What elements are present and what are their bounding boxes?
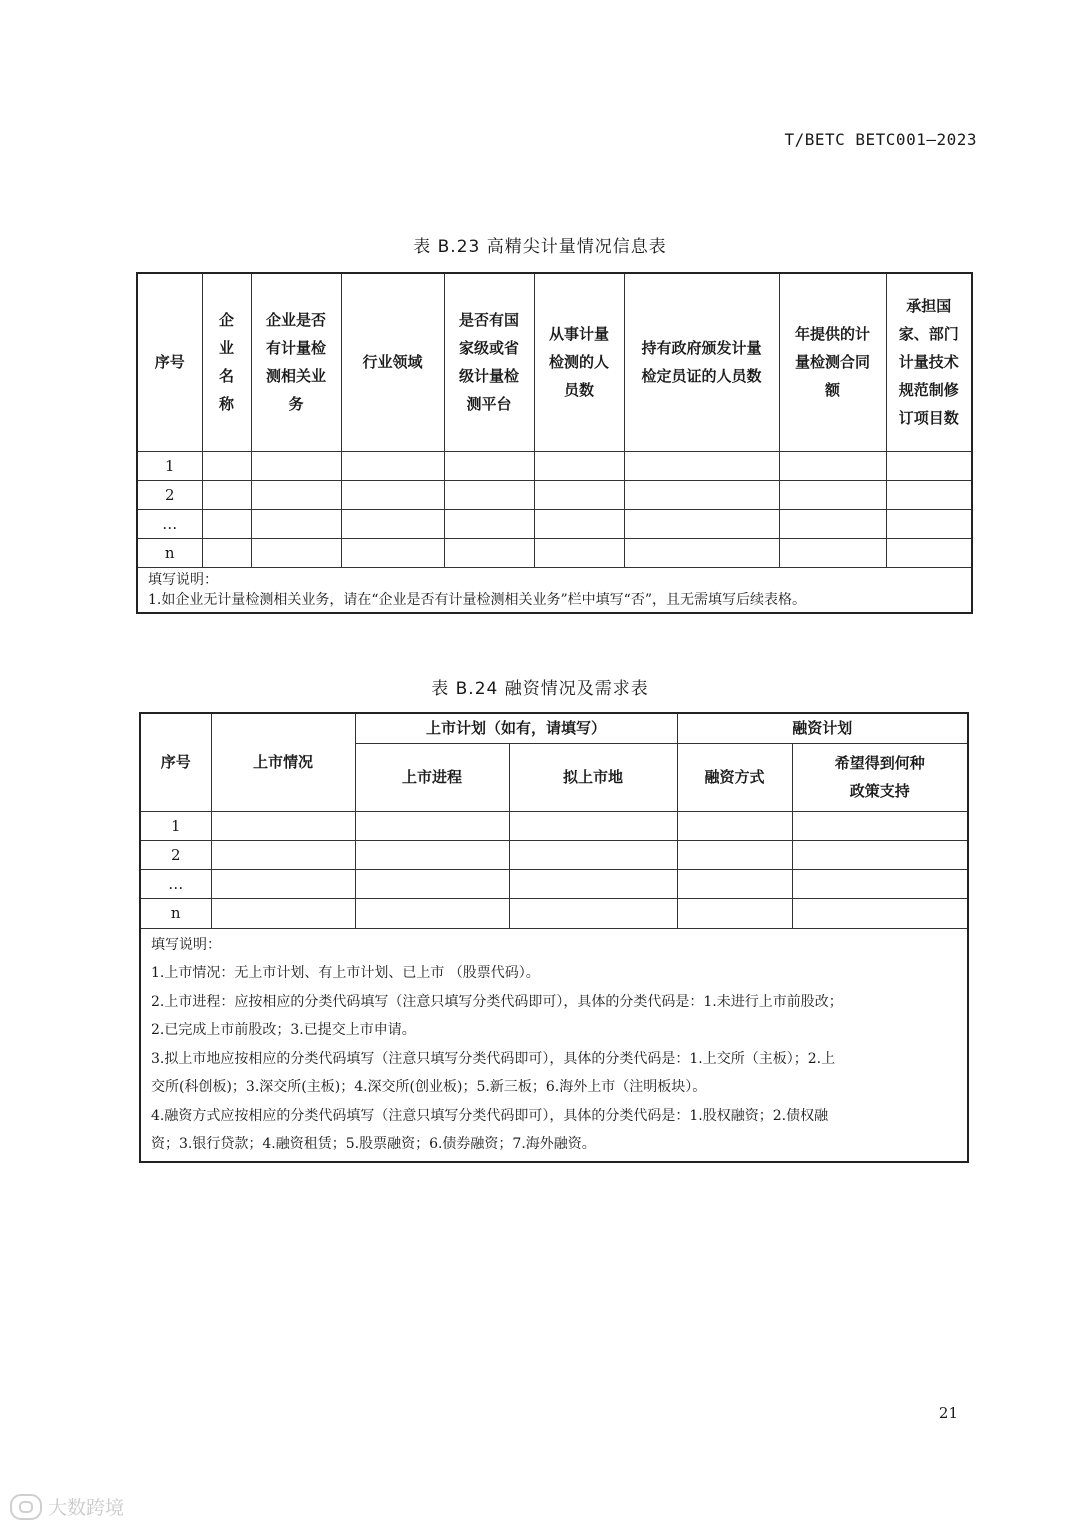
table-cell[interactable] xyxy=(677,811,792,840)
table-cell[interactable] xyxy=(886,509,972,538)
table-cell[interactable] xyxy=(355,898,509,928)
watermark-logo-icon xyxy=(10,1494,42,1520)
table-b23-title: 表 B.23 高精尖计量情况信息表 xyxy=(413,237,667,257)
b24-header-seq: 序号 xyxy=(140,713,211,811)
table-b23-header-row xyxy=(137,273,972,451)
table-cell[interactable] xyxy=(341,509,444,538)
table-cell[interactable] xyxy=(202,538,251,567)
table-cell[interactable] xyxy=(792,898,968,928)
b23-header-testing-platform: 是否有国 家级或省 级计量检 测平台 xyxy=(444,273,534,451)
table-cell[interactable] xyxy=(444,451,534,480)
table-cell[interactable] xyxy=(444,538,534,567)
notes-line: 交所(科创板)；3.深交所(主板)；4.深交所(创业板)；5.新三板；6.海外上市（注明板块）。 xyxy=(151,1079,707,1095)
notes-heading: 填写说明： xyxy=(148,571,218,588)
b24-header-listing-plan: 上市计划（如有，请填写） xyxy=(355,713,677,743)
table-cell[interactable] xyxy=(341,451,444,480)
table-cell[interactable] xyxy=(534,509,624,538)
table-cell[interactable] xyxy=(509,869,677,898)
table-cell[interactable] xyxy=(355,869,509,898)
watermark xyxy=(10,1493,124,1520)
table-cell[interactable] xyxy=(779,451,886,480)
table-cell[interactable] xyxy=(355,811,509,840)
table-cell[interactable] xyxy=(444,480,534,509)
b24-header-financing-plan: 融资计划 xyxy=(677,713,968,743)
table-cell[interactable] xyxy=(251,480,341,509)
table-row xyxy=(140,898,968,928)
watermark-text: 大数跨境 xyxy=(48,1497,125,1519)
table-b23-notes xyxy=(137,567,972,613)
table-cell[interactable] xyxy=(211,898,355,928)
table-cell[interactable] xyxy=(886,451,972,480)
table-cell[interactable] xyxy=(444,509,534,538)
row-index: 1 xyxy=(137,451,202,480)
page-number: 21 xyxy=(938,1404,958,1422)
table-cell[interactable] xyxy=(202,480,251,509)
table-b24-notes-row xyxy=(140,928,968,1162)
table-cell[interactable] xyxy=(677,840,792,869)
table-cell[interactable] xyxy=(341,480,444,509)
table-row xyxy=(137,480,972,509)
b24-header-planned-venue: 拟上市地 xyxy=(509,743,677,811)
table-cell[interactable] xyxy=(624,509,779,538)
table-cell[interactable] xyxy=(509,898,677,928)
table-row xyxy=(140,811,968,840)
row-index: n xyxy=(140,898,211,928)
table-cell[interactable] xyxy=(886,480,972,509)
table-cell[interactable] xyxy=(355,840,509,869)
table-cell[interactable] xyxy=(509,811,677,840)
table-cell[interactable] xyxy=(779,538,886,567)
table-cell[interactable] xyxy=(534,451,624,480)
table-cell[interactable] xyxy=(534,480,624,509)
table-cell[interactable] xyxy=(202,509,251,538)
table-cell[interactable] xyxy=(779,480,886,509)
b24-header-listing-status: 上市情况 xyxy=(211,713,355,811)
document-code: T/BETC BETC001—2023 xyxy=(784,130,977,149)
table-cell[interactable] xyxy=(251,509,341,538)
table-b23 xyxy=(136,272,973,614)
table-cell[interactable] xyxy=(341,538,444,567)
b24-header-policy-support: 希望得到何种 政策支持 xyxy=(792,743,968,811)
b23-header-standards-projects: 承担国 家、部门 计量技术 规范制修 订项目数 xyxy=(886,273,972,451)
b23-header-company-name: 企 业 名 称 xyxy=(202,273,251,451)
table-cell[interactable] xyxy=(534,538,624,567)
table-cell[interactable] xyxy=(624,451,779,480)
row-index: … xyxy=(137,509,202,538)
table-cell[interactable] xyxy=(211,869,355,898)
table-cell[interactable] xyxy=(202,451,251,480)
notes-line: 资；3.银行贷款；4.融资租赁；5.股票融资；6.债券融资；7.海外融资。 xyxy=(151,1136,596,1152)
table-cell[interactable] xyxy=(211,840,355,869)
notes-line: 2.上市进程：应按相应的分类代码填写（注意只填写分类代码即可），具体的分类代码是：1.未进行上市前股改； xyxy=(151,993,843,1010)
table-cell[interactable] xyxy=(624,538,779,567)
b23-header-certified-staff: 持有政府颁发计量 检定员证的人员数 xyxy=(624,273,779,451)
b23-header-industry: 行业领域 xyxy=(341,273,444,451)
table-cell[interactable] xyxy=(624,480,779,509)
table-b24-notes xyxy=(140,928,968,1162)
table-row xyxy=(137,509,972,538)
b24-header-listing-progress: 上市进程 xyxy=(355,743,509,811)
table-row xyxy=(137,451,972,480)
table-cell[interactable] xyxy=(211,811,355,840)
table-row xyxy=(140,869,968,898)
row-index: 1 xyxy=(140,811,211,840)
b24-header-financing-method: 融资方式 xyxy=(677,743,792,811)
table-cell[interactable] xyxy=(251,538,341,567)
table-cell[interactable] xyxy=(792,840,968,869)
table-cell[interactable] xyxy=(251,451,341,480)
table-cell[interactable] xyxy=(677,869,792,898)
table-cell[interactable] xyxy=(779,509,886,538)
b23-header-seq: 序号 xyxy=(137,273,202,451)
row-index: … xyxy=(140,869,211,898)
table-b24-header-row-1 xyxy=(140,713,968,743)
table-row xyxy=(140,840,968,869)
notes-line: 4.融资方式应按相应的分类代码填写（注意只填写分类代码即可），具体的分类代码是：1.股权融资；2.债权融 xyxy=(151,1107,829,1124)
notes-line: 1.如企业无计量检测相关业务，请在“企业是否有计量检测相关业务”栏中填写“否”，且无需填写后续表格。 xyxy=(148,591,806,608)
row-index: 2 xyxy=(137,480,202,509)
notes-line: 1.上市情况：无上市计划、有上市计划、已上市 （股票代码）。 xyxy=(151,965,540,981)
b23-header-staff-count: 从事计量 检测的人 员数 xyxy=(534,273,624,451)
row-index: 2 xyxy=(140,840,211,869)
table-cell[interactable] xyxy=(792,811,968,840)
notes-line: 2.已完成上市前股改；3.已提交上市申请。 xyxy=(151,1022,416,1038)
row-index: n xyxy=(137,538,202,567)
notes-line: 3.拟上市地应按相应的分类代码填写（注意只填写分类代码即可），具体的分类代码是：1.上交所（主板）；2.上 xyxy=(151,1050,836,1067)
b23-header-has-metrology-business: 企业是否 有计量检 测相关业 务 xyxy=(251,273,341,451)
table-cell[interactable] xyxy=(509,840,677,869)
table-b24 xyxy=(139,712,969,1163)
table-row xyxy=(137,538,972,567)
table-cell[interactable] xyxy=(886,538,972,567)
b23-header-contract-amount: 年提供的计 量检测合同 额 xyxy=(779,273,886,451)
table-cell[interactable] xyxy=(677,898,792,928)
table-b24-title: 表 B.24 融资情况及需求表 xyxy=(431,679,649,699)
table-cell[interactable] xyxy=(792,869,968,898)
notes-heading: 填写说明： xyxy=(151,936,221,953)
table-b23-notes-row xyxy=(137,567,972,613)
